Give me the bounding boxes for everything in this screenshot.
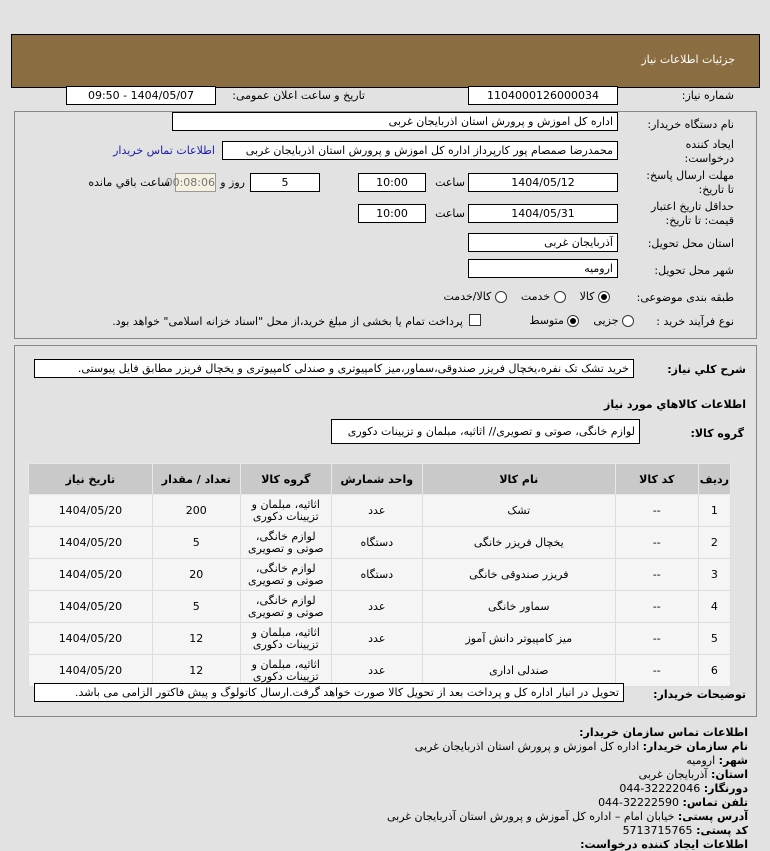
contact-fax-label: دورنگار: — [703, 782, 748, 795]
contact-postal-label: کد پستی: — [696, 824, 748, 837]
item-code-cell: -- — [615, 495, 698, 527]
contact-phone-value: 044-32222590 — [598, 796, 680, 809]
need-date-cell: 1404/05/20 — [29, 591, 153, 623]
item-code-cell: -- — [615, 527, 698, 559]
validity-time-field: 10:00 — [358, 204, 426, 223]
row-number-cell: 6 — [698, 655, 730, 687]
unit-cell: عدد — [331, 591, 422, 623]
page-title: جزئیات اطلاعات نیاز — [641, 53, 735, 66]
radio-minor-label: جزیی — [593, 314, 619, 327]
days-field: 5 — [250, 173, 320, 192]
process-radio-group — [529, 314, 634, 327]
row-number-cell: 1 — [698, 495, 730, 527]
contact-city-value: ارومیه — [686, 754, 716, 767]
remaining-label: ساعت باقي مانده — [88, 176, 170, 189]
item-code-cell: -- — [615, 559, 698, 591]
summary-field: خرید تشک تک نفره،یخچال فریزر صندوقی،سماور،میز کامپیوتری و صندلی کامپیوتری و یخچال فریزر مطابق فایل پیوستی. — [34, 359, 634, 378]
item-code-cell: -- — [615, 655, 698, 687]
buyer-label: نام دستگاه خریدار: — [647, 118, 734, 131]
row-number-cell: 3 — [698, 559, 730, 591]
contact-title: اطلاعات تماس سازمان خریدار: — [579, 726, 748, 739]
table-row — [29, 559, 731, 591]
col-code: کد کالا — [615, 464, 698, 495]
unit-cell: عدد — [331, 495, 422, 527]
item-group-cell: اثاثیه، مبلمان و تزیینات دکوری — [240, 495, 331, 527]
table-row — [29, 623, 731, 655]
quantity-cell: 20 — [152, 559, 240, 591]
validity-label: حداقل تاریخ اعتبار — [650, 200, 734, 213]
radio-service-label: خدمت — [520, 290, 551, 303]
radio-goods-service-label: کالا/خدمت — [443, 290, 492, 303]
row-number-cell: 2 — [698, 527, 730, 559]
quantity-cell: 12 — [152, 655, 240, 687]
col-date: تاریخ نیاز — [29, 464, 153, 495]
table-row — [29, 591, 731, 623]
treasury-payment-label: پرداخت تمام یا بخشی از مبلغ خرید،از محل "اسناد خزانه اسلامی" خواهد بود. — [112, 315, 463, 328]
radio-goods-service[interactable] — [495, 291, 507, 303]
contact-org-label: نام سازمان خریدار: — [642, 740, 748, 753]
radio-minor[interactable] — [622, 315, 634, 327]
radio-medium[interactable] — [567, 315, 579, 327]
category-radio-group — [444, 290, 611, 303]
contact-province — [639, 768, 748, 781]
quantity-cell: 12 — [152, 623, 240, 655]
quantity-cell: 200 — [152, 495, 240, 527]
contact-postal — [623, 824, 748, 837]
contact-province-label: استان: — [711, 768, 748, 781]
item-name-cell: یخچال فریزر خانگی — [422, 527, 615, 559]
item-name-cell: صندلی اداری — [422, 655, 615, 687]
item-group-cell: لوازم خانگی، صوتی و تصویری — [240, 527, 331, 559]
row-number-cell: 5 — [698, 623, 730, 655]
contact-city-label: شهر: — [718, 754, 748, 767]
contact-org-value: اداره کل اموزش و پرورش استان اذربایجان غربی — [414, 740, 640, 753]
item-code-cell: -- — [615, 623, 698, 655]
col-unit: واحد شمارش — [331, 464, 422, 495]
contact-phone — [598, 796, 748, 809]
unit-cell: دستگاه — [331, 527, 422, 559]
process-label: نوع فرآیند خرید : — [656, 315, 734, 328]
need-number-label: شماره نیاز: — [681, 89, 734, 102]
remaining-time-field: 00:08:06 — [175, 173, 216, 192]
contact-city — [686, 754, 748, 767]
col-row: ردیف — [698, 464, 730, 495]
goods-table — [28, 463, 731, 687]
contact-phone-label: تلفن تماس: — [682, 796, 748, 809]
validity-date-field: 1404/05/31 — [468, 204, 618, 223]
unit-cell: عدد — [331, 655, 422, 687]
need-number-field: 1104000126000034 — [468, 86, 618, 105]
contact-address-value: خیابان امام – اداره کل آموزش و پرورش استان آذربایجان غربی — [386, 810, 675, 823]
deadline-date-field: 1404/05/12 — [468, 173, 618, 192]
item-name-cell: فریزر صندوقی خانگی — [422, 559, 615, 591]
creator-info-title: اطلاعات ایجاد کننده درخواست: — [580, 838, 748, 851]
contact-address — [387, 810, 748, 823]
radio-goods[interactable] — [598, 291, 610, 303]
contact-province-value: آذربایجان غربی — [638, 768, 708, 781]
announce-label: تاریخ و ساعت اعلان عمومی: — [232, 89, 365, 102]
creator-field: محمدرضا صمصام پور کارپرداز اداره کل اموزش و پرورش استان اذربایجان غربی — [222, 141, 618, 160]
deadline-label-2: تا تاریخ: — [698, 183, 734, 196]
validity-time-label: ساعت — [435, 207, 465, 220]
city-field: ارومیه — [468, 259, 618, 278]
need-date-cell: 1404/05/20 — [29, 623, 153, 655]
col-group: گروه کالا — [240, 464, 331, 495]
row-number-cell: 4 — [698, 591, 730, 623]
item-group-cell: لوازم خانگی، صوتی و تصویری — [240, 559, 331, 591]
contact-fax — [619, 782, 748, 795]
creator-label-2: درخواست: — [684, 152, 734, 165]
unit-cell: عدد — [331, 623, 422, 655]
item-group-cell: اثاثیه، مبلمان و تزیینات دکوری — [240, 655, 331, 687]
item-name-cell: تشک — [422, 495, 615, 527]
need-date-cell: 1404/05/20 — [29, 655, 153, 687]
days-label: روز و — [220, 176, 245, 189]
contact-org — [415, 740, 748, 753]
goods-group-field: لوازم خانگی، صوتی و تصویری// اثاثیه، مبلمان و تزیینات دکوری — [331, 419, 640, 444]
page-header — [11, 34, 760, 88]
need-date-cell: 1404/05/20 — [29, 495, 153, 527]
item-name-cell: میز کامپیوتر دانش آموز — [422, 623, 615, 655]
province-label: استان محل تحویل: — [647, 237, 734, 250]
validity-label-2: قیمت: تا تاریخ: — [665, 214, 734, 227]
col-name: نام کالا — [422, 464, 615, 495]
table-row — [29, 495, 731, 527]
radio-goods-label: کالا — [579, 290, 595, 303]
item-group-cell: لوازم خانگی، صوتی و تصویری — [240, 591, 331, 623]
col-qty: تعداد / مقدار — [152, 464, 240, 495]
table-row — [29, 527, 731, 559]
deadline-time-field: 10:00 — [358, 173, 426, 192]
contact-fax-value: 044-32222046 — [619, 782, 701, 795]
notes-field: تحویل در انبار اداره کل و پرداخت بعد از تحویل کالا صورت خواهد گرفت.ارسال کاتولوگ و پیش فاکتور الزامی می باشد. — [34, 683, 624, 702]
radio-service[interactable] — [554, 291, 566, 303]
unit-cell: دستگاه — [331, 559, 422, 591]
city-label: شهر محل تحویل: — [654, 264, 734, 277]
item-name-cell: سماور خانگی — [422, 591, 615, 623]
buyer-contact-link[interactable]: اطلاعات تماس خریدار — [113, 144, 215, 157]
goods-group-label: گروه کالا: — [690, 427, 744, 440]
table-row — [29, 655, 731, 687]
item-code-cell: -- — [615, 591, 698, 623]
quantity-cell: 5 — [152, 591, 240, 623]
item-group-cell: اثاثیه، مبلمان و تزیینات دکوری — [240, 623, 331, 655]
quantity-cell: 5 — [152, 527, 240, 559]
treasury-payment-checkbox[interactable] — [469, 314, 481, 326]
announce-field: 1404/05/07 - 09:50 — [66, 86, 216, 105]
time-label: ساعت — [435, 176, 465, 189]
deadline-label: مهلت ارسال پاسخ: — [646, 169, 734, 182]
need-date-cell: 1404/05/20 — [29, 527, 153, 559]
creator-label: ایجاد کننده — [685, 138, 734, 151]
notes-label: توضیحات خریدار: — [653, 688, 746, 701]
need-date-cell: 1404/05/20 — [29, 559, 153, 591]
province-field: آذربایجان غربی — [468, 233, 618, 252]
goods-title: اطلاعات کالاهاي مورد نیاز — [604, 398, 746, 411]
contact-address-label: آدرس پستی: — [677, 810, 748, 823]
buyer-field: اداره کل اموزش و پرورش استان اذربایجان غربی — [172, 112, 618, 131]
category-label: طبقه بندی موضوعی: — [636, 291, 734, 304]
radio-medium-label: متوسط — [529, 314, 564, 327]
contact-postal-value: 5713715765 — [622, 824, 693, 837]
summary-label: شرح کلي نیاز: — [667, 363, 746, 376]
